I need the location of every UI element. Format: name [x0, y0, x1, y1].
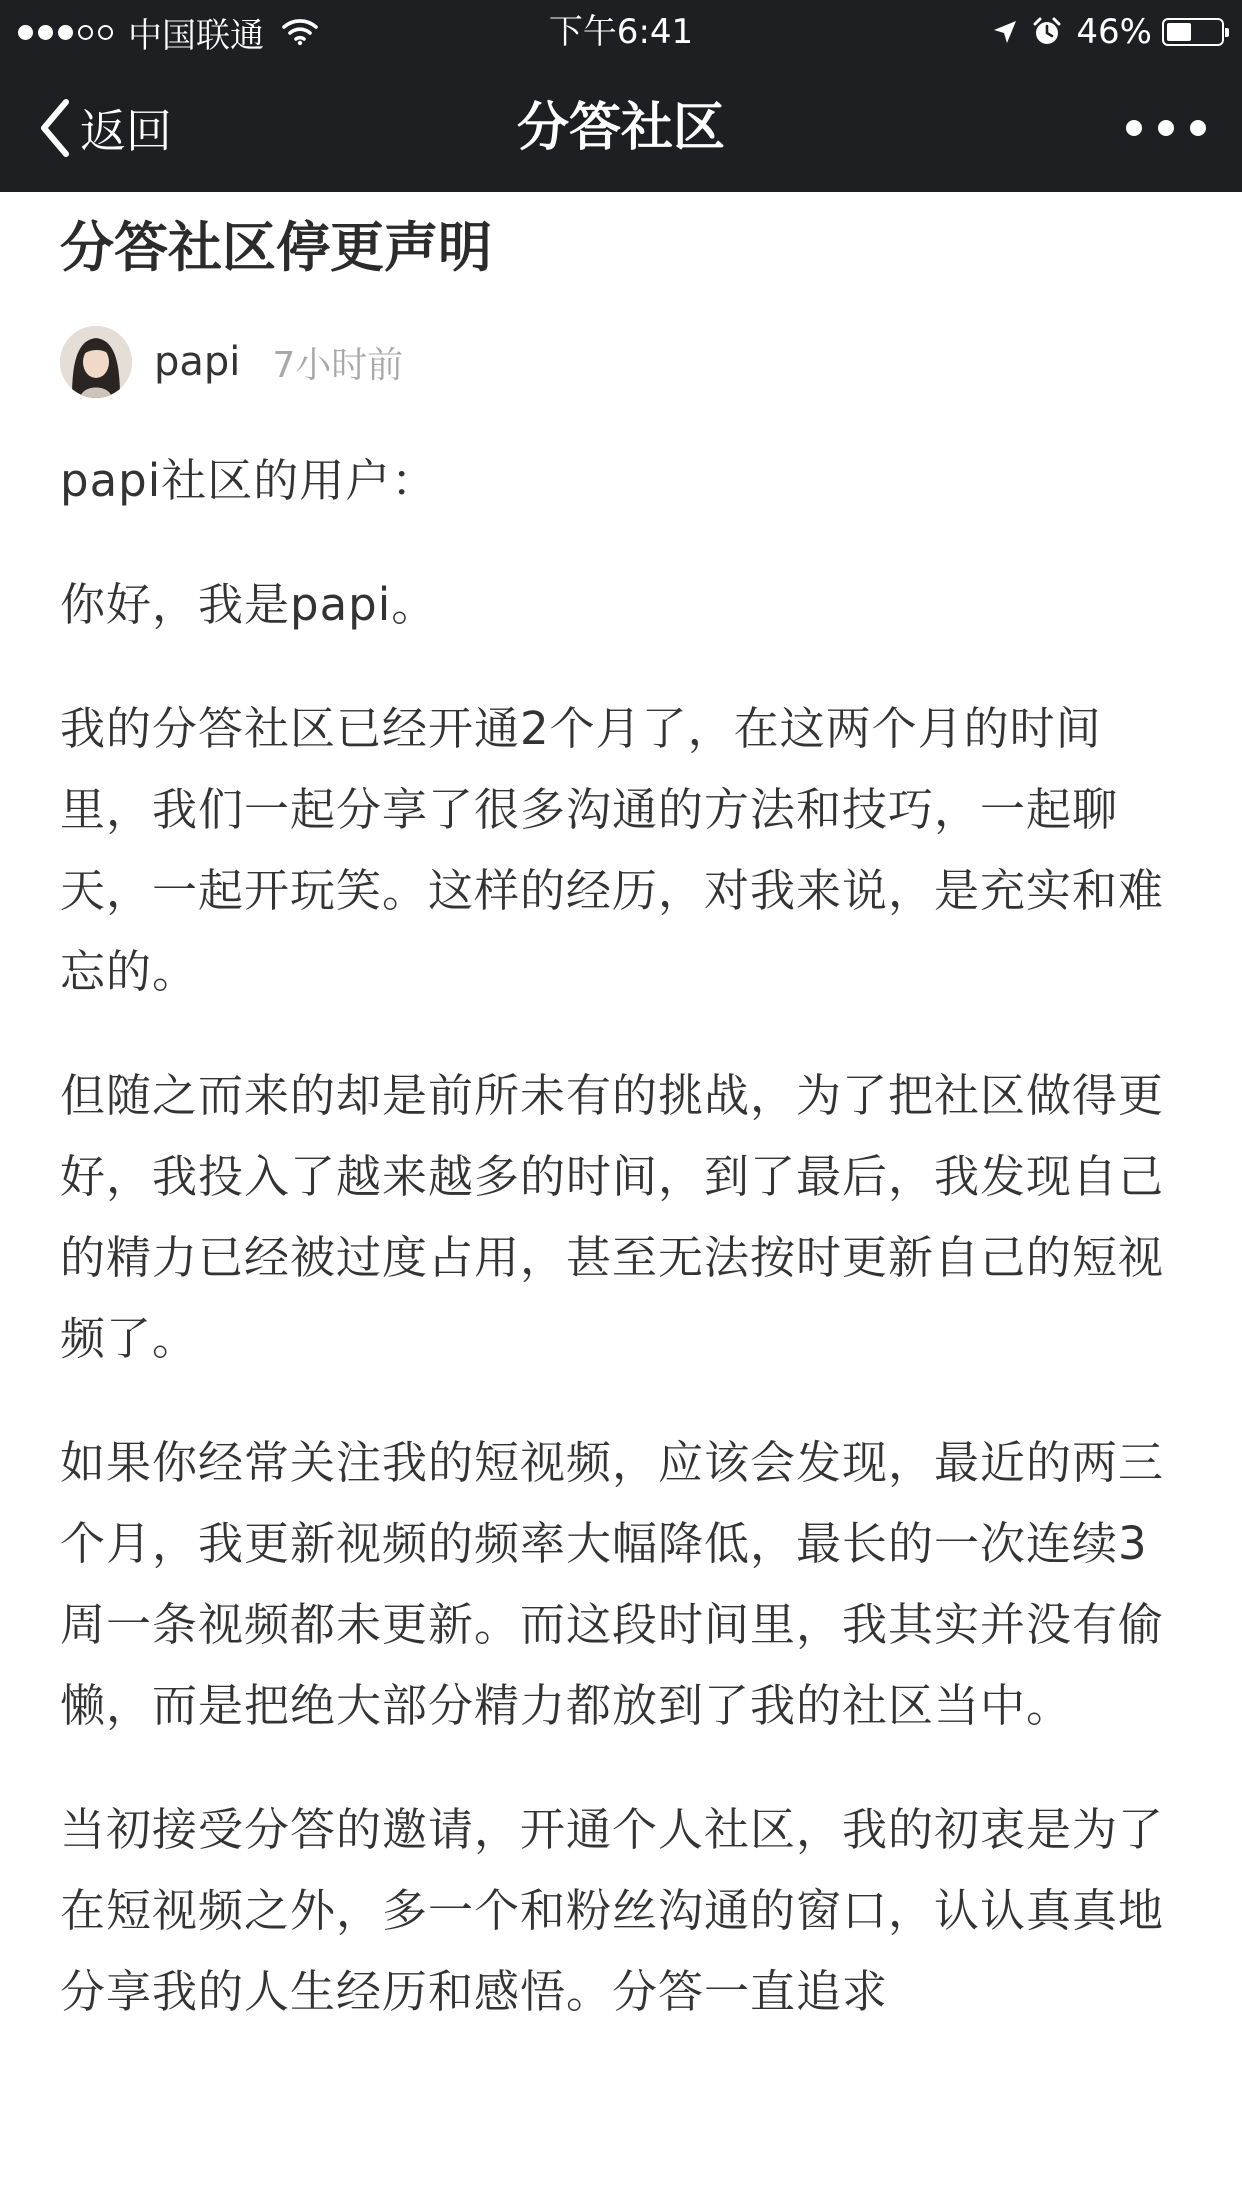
location-arrow-icon — [992, 19, 1018, 45]
more-dots-icon — [1190, 120, 1206, 136]
article-paragraph: 当初接受分答的邀请，开通个人社区，我的初衷是为了在短视频之外，多一个和粉丝沟通的窗口，认认真真地分享我的人生经历和感悟。分答一直追求 — [60, 1803, 1165, 2018]
avatar[interactable] — [60, 326, 132, 398]
article-paragraph: 你好，我是papi。 — [60, 578, 438, 631]
article — [60, 192, 1182, 2032]
status-right — [992, 8, 1224, 56]
author-name[interactable]: papi — [154, 339, 241, 385]
status-bar — [0, 0, 1242, 64]
more-dots-icon — [1126, 120, 1142, 136]
article-paragraph: 我的分答社区已经开通2个月了，在这两个月的时间里，我们一起分享了很多沟通的方法和技巧，一起聊天，一起开玩笑。这样的经历，对我来说，是充实和难忘的。 — [60, 702, 1165, 998]
alarm-clock-icon — [1032, 17, 1062, 47]
status-time: 下午6:41 — [548, 12, 694, 52]
post-time: 7小时前 — [272, 344, 404, 386]
more-options-button[interactable] — [1126, 106, 1206, 150]
battery-percent: 46% — [1076, 12, 1152, 52]
more-dots-icon — [1158, 120, 1174, 136]
article-paragraph: 如果你经常关注我的短视频，应该会发现，最近的两三个月，我更新视频的频率大幅降低，最长的一次连续3周一条视频都未更新。而这段时间里，我其实并没有偷懒，而是把绝大部分精力都放到了我的社区当中。 — [60, 1436, 1165, 1732]
carrier-name: 中国联通 — [128, 15, 264, 56]
article-title: 分答社区停更声明 — [60, 216, 492, 279]
back-label: 返回 — [80, 104, 172, 158]
navigation-bar — [0, 64, 1242, 192]
article-paragraph: papi社区的用户： — [60, 454, 438, 507]
battery-icon — [1162, 18, 1224, 46]
author-row — [60, 326, 1182, 398]
article-paragraph: 但随之而来的却是前所未有的挑战，为了把社区做得更好，我投入了越来越多的时间，到了最后，我发现自己的精力已经被过度占用，甚至无法按时更新自己的短视频了。 — [60, 1069, 1165, 1365]
battery-level-fill — [1167, 23, 1191, 41]
nav-title: 分答社区 — [516, 98, 725, 158]
avatar-portrait-icon — [60, 326, 132, 398]
